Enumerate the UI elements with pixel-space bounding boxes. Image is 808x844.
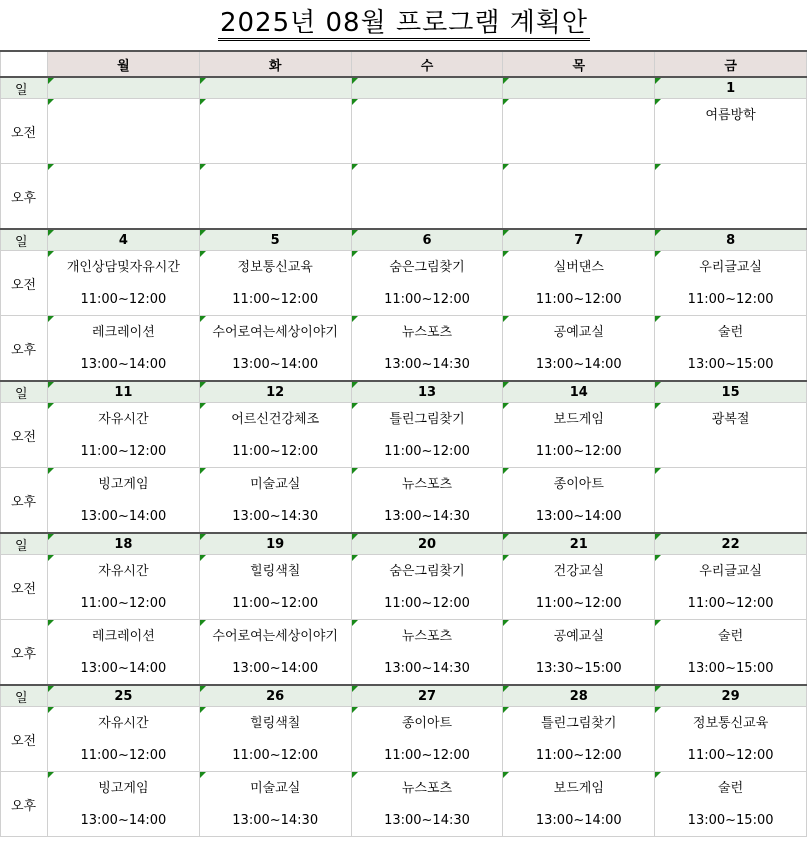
program-time: 11:00~12:00 bbox=[80, 748, 167, 763]
cell-marker-icon bbox=[48, 316, 54, 322]
cell-marker-icon bbox=[200, 164, 206, 170]
cell-marker-icon bbox=[503, 382, 509, 388]
am-cell-tue bbox=[199, 707, 351, 772]
pm-cell-tue bbox=[199, 620, 351, 686]
am-cell-mon bbox=[48, 555, 200, 620]
program-name: 우리글교실 bbox=[699, 564, 762, 579]
pm-label: 오후 bbox=[1, 772, 48, 837]
date-cell-fri: 15 bbox=[655, 381, 807, 403]
date-row bbox=[1, 685, 807, 707]
program-name: 틀린그림찾기 bbox=[389, 412, 465, 427]
cell-marker-icon bbox=[352, 403, 358, 409]
cell-marker-icon bbox=[655, 78, 661, 84]
date-cell-thu: 28 bbox=[503, 685, 655, 707]
am-cell-tue bbox=[199, 251, 351, 316]
cell-marker-icon bbox=[503, 534, 509, 540]
program-time: 13:00~14:30 bbox=[384, 813, 470, 828]
am-label: 오전 bbox=[1, 251, 48, 316]
cell-marker-icon bbox=[655, 686, 661, 692]
cell-marker-icon bbox=[200, 316, 206, 322]
cell-marker-icon bbox=[655, 251, 661, 257]
page-title bbox=[0, 8, 808, 41]
program-name: 우리글교실 bbox=[699, 260, 762, 275]
am-cell-thu bbox=[503, 707, 655, 772]
program-name: 종이아트 bbox=[401, 716, 453, 731]
pm-cell-fri bbox=[655, 468, 807, 534]
program-time: 11:00~12:00 bbox=[384, 596, 470, 611]
program-time: 11:00~12:00 bbox=[384, 748, 470, 763]
am-cell-mon bbox=[48, 251, 200, 316]
cell-marker-icon bbox=[200, 230, 206, 236]
cell-marker-icon bbox=[503, 78, 509, 84]
program-time: 11:00~12:00 bbox=[80, 444, 167, 459]
pm-cell-thu bbox=[503, 772, 655, 837]
pm-row bbox=[1, 772, 807, 837]
cell-marker-icon bbox=[352, 251, 358, 257]
date-cell-thu: 21 bbox=[503, 533, 655, 555]
program-time: 11:00~12:00 bbox=[232, 292, 319, 307]
cell-marker-icon bbox=[352, 382, 358, 388]
date-cell-wed: 13 bbox=[351, 381, 503, 403]
pm-cell-fri bbox=[655, 772, 807, 837]
cell-marker-icon bbox=[503, 555, 509, 561]
cell-marker-icon bbox=[48, 772, 54, 778]
cell-marker-icon bbox=[503, 468, 509, 474]
date-cell-tue: 19 bbox=[199, 533, 351, 555]
program-time: 13:00~14:00 bbox=[535, 813, 622, 828]
header-day-tue: 화 bbox=[199, 51, 351, 77]
program-name: 실버댄스 bbox=[553, 260, 604, 275]
cell-marker-icon bbox=[503, 686, 509, 692]
cell-marker-icon bbox=[655, 382, 661, 388]
program-time: 11:00~12:00 bbox=[535, 748, 622, 763]
am-cell-fri bbox=[655, 555, 807, 620]
date-cell-mon: 4 bbox=[48, 229, 200, 251]
cell-marker-icon bbox=[48, 164, 54, 170]
cell-marker-icon bbox=[503, 620, 509, 626]
am-cell-fri bbox=[655, 403, 807, 468]
program-time: 11:00~12:00 bbox=[80, 596, 167, 611]
cell-marker-icon bbox=[200, 99, 206, 105]
date-cell-fri: 1 bbox=[655, 77, 807, 99]
date-row bbox=[1, 533, 807, 555]
program-time: 13:00~14:00 bbox=[535, 357, 622, 372]
cell-marker-icon bbox=[503, 99, 509, 105]
program-name: 술런 bbox=[718, 781, 744, 796]
program-name: 틀린그림찾기 bbox=[541, 716, 617, 731]
date-row bbox=[1, 381, 807, 403]
date-cell-mon: 11 bbox=[48, 381, 200, 403]
am-row bbox=[1, 403, 807, 468]
am-cell-wed bbox=[351, 707, 503, 772]
date-cell-wed: 27 bbox=[351, 685, 503, 707]
cell-marker-icon bbox=[655, 555, 661, 561]
date-cell-fri: 22 bbox=[655, 533, 807, 555]
pm-cell-wed bbox=[351, 772, 503, 837]
cell-marker-icon bbox=[200, 772, 206, 778]
date-cell-mon bbox=[48, 77, 200, 99]
pm-cell-mon bbox=[48, 164, 200, 230]
program-time: 13:00~15:00 bbox=[687, 661, 774, 676]
program-name: 수어로여는세상이야기 bbox=[212, 629, 338, 644]
am-cell-mon bbox=[48, 707, 200, 772]
program-time: 13:00~14:30 bbox=[384, 509, 470, 524]
program-name: 보드게임 bbox=[553, 412, 604, 427]
program-name: 힐링색칠 bbox=[250, 564, 301, 579]
header-day-fri: 금 bbox=[655, 51, 807, 77]
program-time: 13:00~15:00 bbox=[687, 813, 774, 828]
am-cell-wed bbox=[351, 99, 503, 164]
day-label: 일 bbox=[1, 77, 48, 99]
pm-cell-thu bbox=[503, 468, 655, 534]
program-name: 자유시간 bbox=[98, 564, 149, 579]
pm-row bbox=[1, 468, 807, 534]
pm-row bbox=[1, 316, 807, 382]
schedule-body bbox=[1, 77, 807, 837]
cell-marker-icon bbox=[352, 686, 358, 692]
am-label: 오전 bbox=[1, 555, 48, 620]
cell-marker-icon bbox=[48, 251, 54, 257]
header-row bbox=[1, 51, 807, 77]
cell-marker-icon bbox=[48, 468, 54, 474]
cell-marker-icon bbox=[503, 772, 509, 778]
pm-cell-mon bbox=[48, 468, 200, 534]
cell-marker-icon bbox=[655, 99, 661, 105]
date-row bbox=[1, 77, 807, 99]
program-name: 뉴스포츠 bbox=[401, 325, 453, 340]
day-label: 일 bbox=[1, 533, 48, 555]
am-label: 오전 bbox=[1, 403, 48, 468]
program-name: 건강교실 bbox=[553, 564, 604, 579]
day-label: 일 bbox=[1, 229, 48, 251]
pm-label: 오후 bbox=[1, 164, 48, 230]
pm-cell-fri bbox=[655, 316, 807, 382]
cell-marker-icon bbox=[200, 534, 206, 540]
cell-marker-icon bbox=[48, 382, 54, 388]
pm-cell-thu bbox=[503, 164, 655, 230]
header-day-thu: 목 bbox=[503, 51, 655, 77]
am-row bbox=[1, 99, 807, 164]
program-time: 13:00~14:00 bbox=[232, 661, 319, 676]
program-time: 13:00~14:30 bbox=[384, 357, 470, 372]
cell-marker-icon bbox=[352, 230, 358, 236]
program-time: 13:00~14:30 bbox=[232, 813, 319, 828]
cell-marker-icon bbox=[655, 316, 661, 322]
cell-marker-icon bbox=[655, 534, 661, 540]
page-title-text: 2025년 08월 프로그램 계획안 bbox=[218, 8, 590, 41]
program-time: 13:00~15:00 bbox=[687, 357, 774, 372]
cell-marker-icon bbox=[48, 230, 54, 236]
program-time: 13:00~14:00 bbox=[80, 813, 167, 828]
program-name: 광복절 bbox=[711, 412, 750, 427]
corner-cell bbox=[1, 51, 48, 77]
am-cell-fri bbox=[655, 251, 807, 316]
am-cell-wed bbox=[351, 555, 503, 620]
am-label: 오전 bbox=[1, 707, 48, 772]
program-name: 숨은그림찾기 bbox=[389, 564, 465, 579]
program-time: 11:00~12:00 bbox=[687, 596, 774, 611]
program-name: 종이아트 bbox=[553, 477, 604, 492]
program-name: 레크레이션 bbox=[92, 325, 155, 340]
program-name: 숨은그림찾기 bbox=[389, 260, 465, 275]
cell-marker-icon bbox=[200, 686, 206, 692]
program-time: 11:00~12:00 bbox=[232, 444, 319, 459]
cell-marker-icon bbox=[655, 164, 661, 170]
program-time: 11:00~12:00 bbox=[535, 596, 622, 611]
pm-cell-thu bbox=[503, 620, 655, 686]
pm-cell-wed bbox=[351, 620, 503, 686]
header-day-mon: 월 bbox=[48, 51, 200, 77]
program-name: 미술교실 bbox=[250, 477, 301, 492]
program-name: 뉴스포츠 bbox=[401, 477, 453, 492]
pm-cell-wed bbox=[351, 468, 503, 534]
program-name: 자유시간 bbox=[98, 716, 149, 731]
cell-marker-icon bbox=[200, 468, 206, 474]
program-name: 공예교실 bbox=[553, 629, 604, 644]
date-cell-mon: 25 bbox=[48, 685, 200, 707]
cell-marker-icon bbox=[352, 707, 358, 713]
program-time: 13:00~14:30 bbox=[232, 509, 319, 524]
program-name: 여름방학 bbox=[705, 108, 756, 123]
program-time: 11:00~12:00 bbox=[232, 596, 319, 611]
am-cell-fri bbox=[655, 99, 807, 164]
pm-cell-fri bbox=[655, 164, 807, 230]
cell-marker-icon bbox=[655, 230, 661, 236]
pm-cell-mon bbox=[48, 620, 200, 686]
program-name: 레크레이션 bbox=[92, 629, 155, 644]
program-name: 수어로여는세상이야기 bbox=[212, 325, 338, 340]
pm-label: 오후 bbox=[1, 316, 48, 382]
cell-marker-icon bbox=[655, 772, 661, 778]
pm-row bbox=[1, 164, 807, 230]
cell-marker-icon bbox=[48, 620, 54, 626]
program-name: 빙고게임 bbox=[98, 781, 149, 796]
program-name: 힐링색칠 bbox=[250, 716, 301, 731]
cell-marker-icon bbox=[200, 707, 206, 713]
cell-marker-icon bbox=[655, 468, 661, 474]
cell-marker-icon bbox=[503, 164, 509, 170]
program-name: 보드게임 bbox=[553, 781, 604, 796]
program-name: 정보통신교육 bbox=[237, 260, 313, 275]
program-name: 빙고게임 bbox=[98, 477, 149, 492]
program-time: 13:00~14:00 bbox=[80, 357, 167, 372]
program-time: 11:00~12:00 bbox=[80, 292, 167, 307]
am-row bbox=[1, 251, 807, 316]
program-time: 11:00~12:00 bbox=[384, 292, 470, 307]
am-cell-wed bbox=[351, 251, 503, 316]
cell-marker-icon bbox=[200, 382, 206, 388]
program-time: 11:00~12:00 bbox=[687, 292, 774, 307]
pm-cell-tue bbox=[199, 316, 351, 382]
program-name: 뉴스포츠 bbox=[401, 781, 453, 796]
date-cell-tue bbox=[199, 77, 351, 99]
day-label: 일 bbox=[1, 685, 48, 707]
am-row bbox=[1, 707, 807, 772]
cell-marker-icon bbox=[503, 403, 509, 409]
pm-cell-mon bbox=[48, 316, 200, 382]
date-cell-thu: 14 bbox=[503, 381, 655, 403]
program-name: 술런 bbox=[718, 629, 744, 644]
cell-marker-icon bbox=[655, 403, 661, 409]
program-time: 13:00~14:00 bbox=[232, 357, 319, 372]
am-cell-wed bbox=[351, 403, 503, 468]
pm-label: 오후 bbox=[1, 468, 48, 534]
cell-marker-icon bbox=[200, 78, 206, 84]
pm-cell-fri bbox=[655, 620, 807, 686]
date-cell-fri: 29 bbox=[655, 685, 807, 707]
pm-row bbox=[1, 620, 807, 686]
date-cell-thu: 7 bbox=[503, 229, 655, 251]
cell-marker-icon bbox=[655, 620, 661, 626]
am-cell-mon bbox=[48, 403, 200, 468]
cell-marker-icon bbox=[200, 555, 206, 561]
cell-marker-icon bbox=[352, 620, 358, 626]
pm-cell-mon bbox=[48, 772, 200, 837]
am-cell-tue bbox=[199, 403, 351, 468]
am-cell-fri bbox=[655, 707, 807, 772]
cell-marker-icon bbox=[503, 251, 509, 257]
cell-marker-icon bbox=[352, 99, 358, 105]
program-name: 공예교실 bbox=[553, 325, 604, 340]
am-cell-thu bbox=[503, 251, 655, 316]
date-cell-wed: 20 bbox=[351, 533, 503, 555]
am-cell-tue bbox=[199, 99, 351, 164]
schedule-grid bbox=[0, 50, 808, 837]
date-cell-thu bbox=[503, 77, 655, 99]
cell-marker-icon bbox=[352, 555, 358, 561]
cell-marker-icon bbox=[352, 772, 358, 778]
program-time: 11:00~12:00 bbox=[535, 444, 622, 459]
cell-marker-icon bbox=[48, 555, 54, 561]
cell-marker-icon bbox=[48, 707, 54, 713]
program-time: 11:00~12:00 bbox=[535, 292, 622, 307]
cell-marker-icon bbox=[352, 316, 358, 322]
cell-marker-icon bbox=[352, 534, 358, 540]
title-area bbox=[0, 0, 808, 50]
am-cell-tue bbox=[199, 555, 351, 620]
pm-cell-wed bbox=[351, 316, 503, 382]
cell-marker-icon bbox=[352, 468, 358, 474]
am-label: 오전 bbox=[1, 99, 48, 164]
date-cell-tue: 5 bbox=[199, 229, 351, 251]
cell-marker-icon bbox=[48, 99, 54, 105]
date-cell-tue: 26 bbox=[199, 685, 351, 707]
date-cell-mon: 18 bbox=[48, 533, 200, 555]
day-label: 일 bbox=[1, 381, 48, 403]
program-name: 개인상담및자유시간 bbox=[66, 260, 180, 275]
cell-marker-icon bbox=[352, 164, 358, 170]
program-name: 자유시간 bbox=[98, 412, 149, 427]
schedule-table bbox=[0, 50, 807, 837]
am-row bbox=[1, 555, 807, 620]
pm-label: 오후 bbox=[1, 620, 48, 686]
pm-cell-tue bbox=[199, 468, 351, 534]
cell-marker-icon bbox=[200, 251, 206, 257]
program-time: 13:00~14:30 bbox=[384, 661, 470, 676]
am-cell-thu bbox=[503, 555, 655, 620]
cell-marker-icon bbox=[48, 78, 54, 84]
cell-marker-icon bbox=[200, 620, 206, 626]
cell-marker-icon bbox=[200, 403, 206, 409]
cell-marker-icon bbox=[503, 707, 509, 713]
pm-cell-wed bbox=[351, 164, 503, 230]
date-cell-wed bbox=[351, 77, 503, 99]
date-cell-tue: 12 bbox=[199, 381, 351, 403]
cell-marker-icon bbox=[655, 707, 661, 713]
cell-marker-icon bbox=[48, 686, 54, 692]
program-name: 미술교실 bbox=[250, 781, 301, 796]
am-cell-thu bbox=[503, 403, 655, 468]
program-time: 13:30~15:00 bbox=[535, 661, 622, 676]
am-cell-thu bbox=[503, 99, 655, 164]
program-name: 어르신건강체조 bbox=[231, 412, 320, 427]
header-day-wed: 수 bbox=[351, 51, 503, 77]
program-time: 13:00~14:00 bbox=[535, 509, 622, 524]
program-name: 뉴스포츠 bbox=[401, 629, 453, 644]
cell-marker-icon bbox=[352, 78, 358, 84]
program-time: 11:00~12:00 bbox=[384, 444, 470, 459]
pm-cell-tue bbox=[199, 164, 351, 230]
date-row bbox=[1, 229, 807, 251]
cell-marker-icon bbox=[48, 534, 54, 540]
cell-marker-icon bbox=[48, 403, 54, 409]
program-time: 13:00~14:00 bbox=[80, 509, 167, 524]
program-time: 13:00~14:00 bbox=[80, 661, 167, 676]
date-cell-fri: 8 bbox=[655, 229, 807, 251]
date-cell-wed: 6 bbox=[351, 229, 503, 251]
program-time: 11:00~12:00 bbox=[687, 748, 774, 763]
am-cell-mon bbox=[48, 99, 200, 164]
program-name: 정보통신교육 bbox=[692, 716, 769, 731]
pm-cell-tue bbox=[199, 772, 351, 837]
program-name: 술런 bbox=[718, 325, 744, 340]
program-time: 11:00~12:00 bbox=[232, 748, 319, 763]
pm-cell-thu bbox=[503, 316, 655, 382]
cell-marker-icon bbox=[503, 316, 509, 322]
cell-marker-icon bbox=[503, 230, 509, 236]
